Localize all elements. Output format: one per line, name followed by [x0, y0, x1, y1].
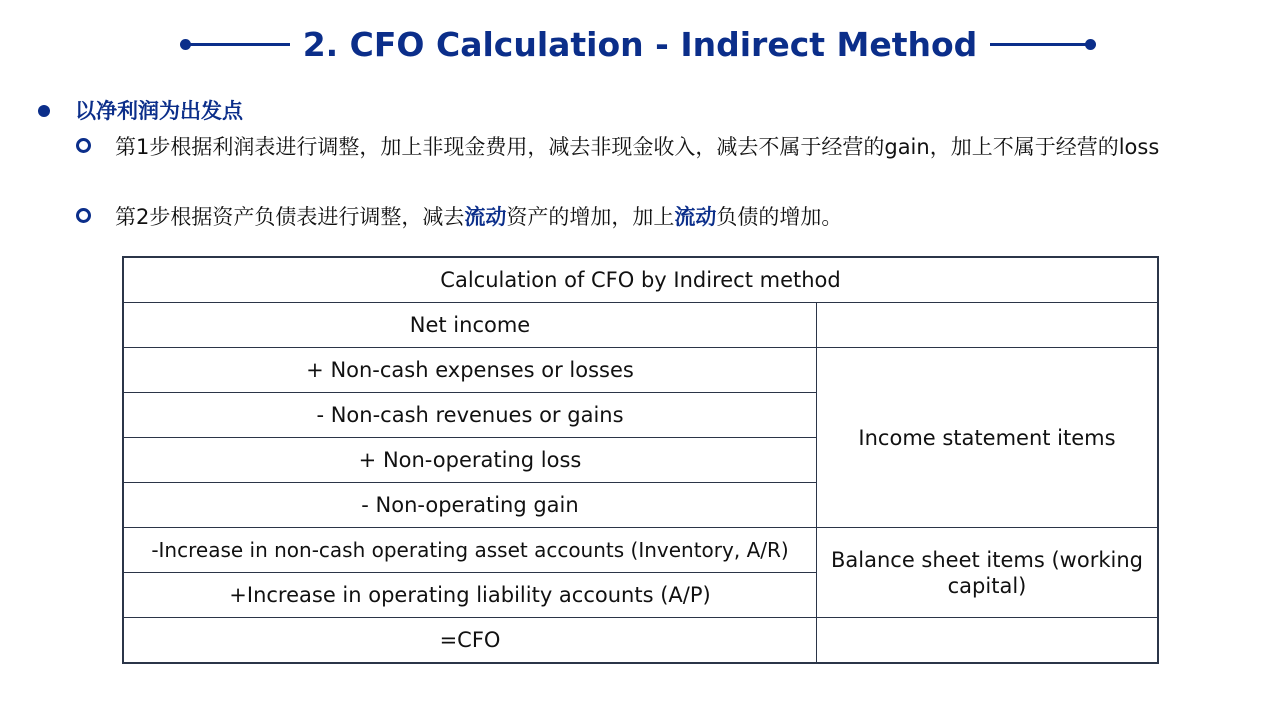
empty-cell: [817, 618, 1159, 664]
ring-bullet-icon: [76, 208, 91, 223]
title-bar: [0, 22, 1286, 68]
noncash-expenses-cell: + Non-cash expenses or losses: [123, 348, 817, 393]
main-bullet-text: 以净利润为出发点: [75, 99, 243, 123]
slide-title: 2. CFO Calculation - Indirect Method: [302, 25, 978, 64]
step2-part3: 负债的增加。: [716, 205, 843, 229]
noncash-revenues-cell: - Non-cash revenues or gains: [123, 393, 817, 438]
table-row: [123, 528, 1158, 573]
title-right-rule: [990, 43, 1092, 46]
nonoperating-loss-cell: + Non-operating loss: [123, 438, 817, 483]
nonoperating-gain-cell: - Non-operating gain: [123, 483, 817, 528]
table-row: [123, 348, 1158, 393]
net-income-cell: Net income: [123, 303, 817, 348]
cfo-table: [122, 256, 1159, 664]
table-row: [123, 618, 1158, 664]
sub-bullet-step2: [74, 200, 1244, 234]
empty-cell: [817, 303, 1159, 348]
bullet-dot-icon: [38, 105, 50, 117]
step2-part1: 第2步根据资产负债表进行调整，减去: [115, 205, 465, 229]
balance-sheet-items-cell: Balance sheet items (working capital): [817, 528, 1159, 618]
cfo-cell: =CFO: [123, 618, 817, 664]
table-row: [123, 303, 1158, 348]
step1-text: 第1步根据利润表进行调整，加上非现金费用，减去非现金收入，减去不属于经营的gain，加上不属于经营的loss: [115, 135, 1160, 159]
income-statement-items-cell: Income statement items: [817, 348, 1159, 528]
step2-text: [115, 200, 1244, 234]
increase-liabilities-cell: +Increase in operating liability accounts (A/P): [123, 573, 817, 618]
step2-highlight-current-assets: 流动: [464, 205, 507, 229]
step2-part2: 资产的增加，加上: [506, 205, 675, 229]
step2-highlight-current-liabilities: 流动: [674, 205, 717, 229]
table-header-row: [123, 257, 1158, 303]
ring-bullet-icon: [76, 138, 91, 153]
title-right-dot: [1085, 39, 1096, 50]
title-left-rule: [184, 43, 290, 46]
increase-assets-cell: -Increase in non-cash operating asset accounts (Inventory, A/R): [123, 528, 817, 573]
sub-bullet-step1: [74, 130, 1244, 164]
table-header: Calculation of CFO by Indirect method: [123, 257, 1158, 303]
